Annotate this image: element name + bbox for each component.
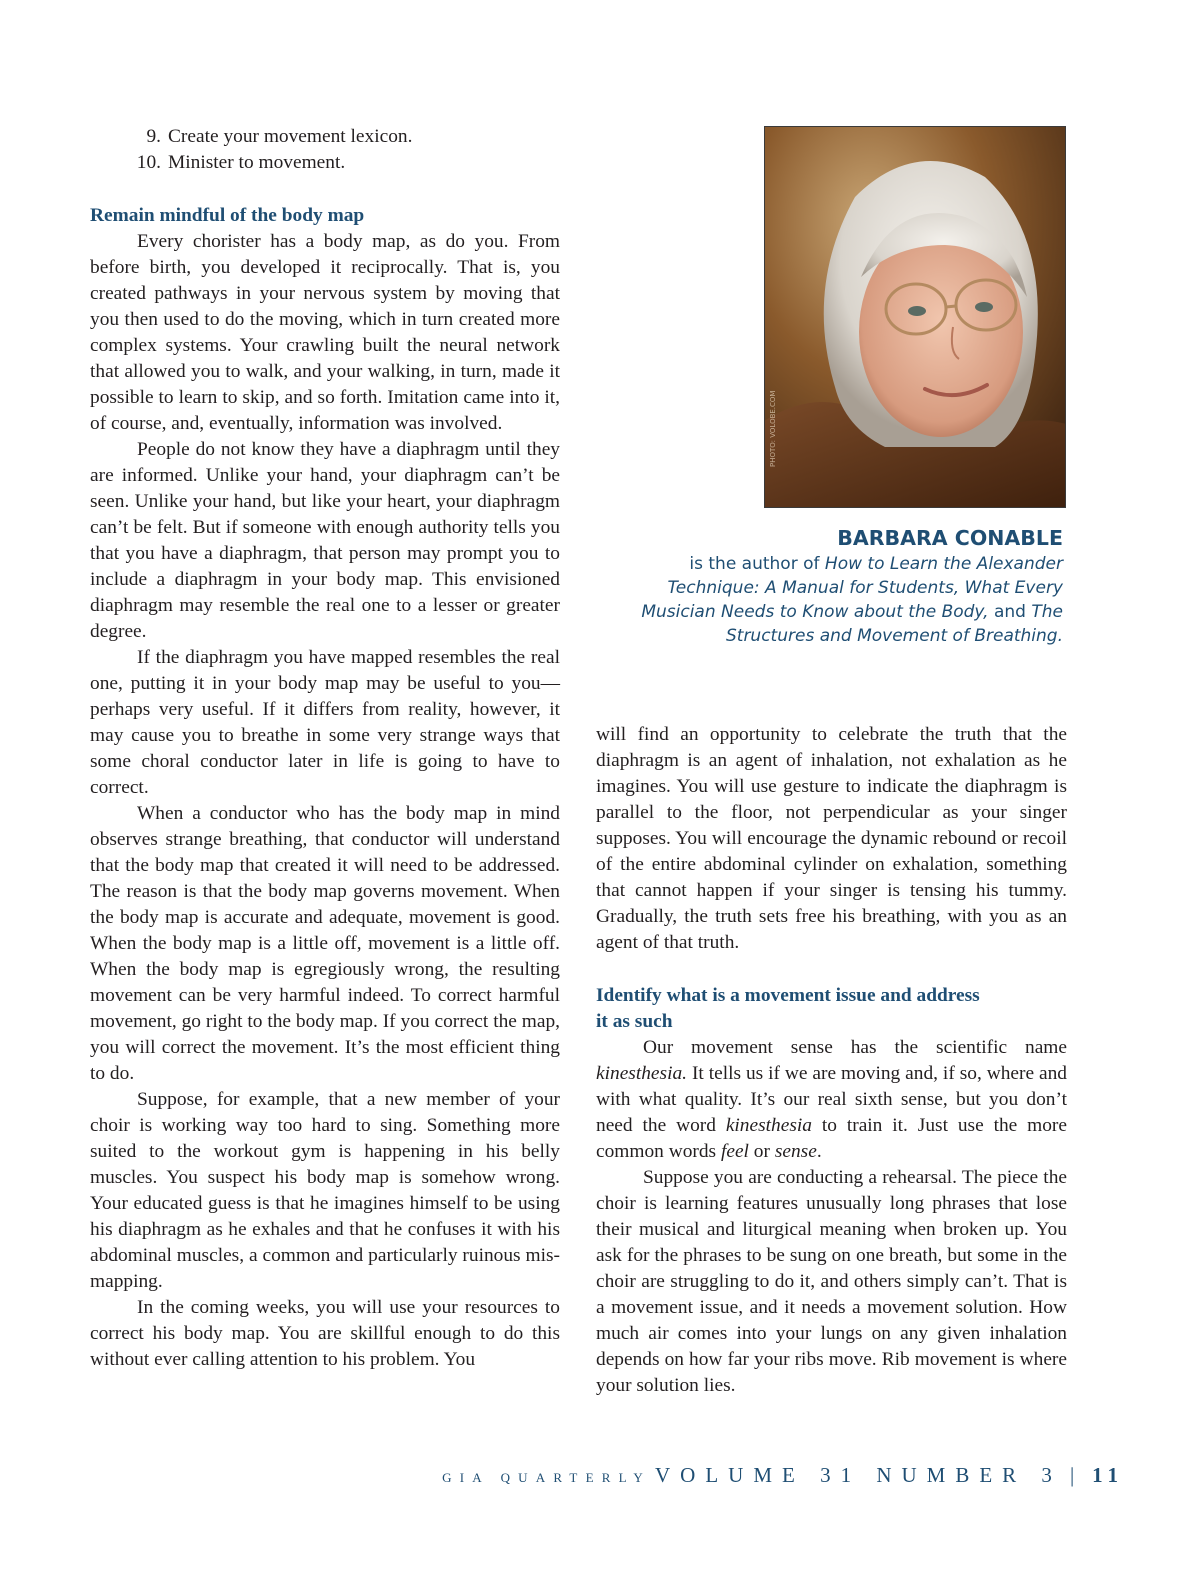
numbered-list: [90, 124, 560, 176]
left-column: [90, 124, 560, 1373]
book-title: How to Learn the Alexander Technique: A Manual for Students, What Every Musician Needs to Know about the Body,: [641, 554, 1063, 622]
page-number: 11: [1092, 1463, 1124, 1487]
paragraph-continuation: will find an opportunity to celebrate the truth that the diaphragm is an agent of inhalation, not exhalation as he imagines. You will use gesture to indicate the diaphragm is parallel to the floor, not perpendicular as your singer supposes. You will encourage the dynamic rebound or recoil of the entire abdominal cylinder on exhalation, something that cannot happen if your singer is tensing his tummy. Gradually, the truth sets free his breathing, with you as an agent of that truth.: [596, 724, 1067, 953]
author-portrait: [764, 126, 1066, 508]
list-item: [90, 150, 560, 176]
list-number: 9.: [146, 126, 161, 147]
photo-credit: PHOTO: VOLOBE.COM: [769, 390, 777, 467]
portrait-image: [765, 127, 1065, 507]
section-heading-body-map: Remain mindful of the body map: [90, 205, 365, 226]
volume-number: VOLUME 31 NUMBER 3: [655, 1463, 1062, 1487]
paragraph: If the diaphragm you have mapped resembles the real one, putting it in your body map may be useful to you—perhaps very useful. If it differs from reality, however, it may cause you to breathe in some very strange ways that some choral conductor later in life is going to have to correct.: [90, 647, 560, 798]
author-name: BARBARA CONABLE: [837, 526, 1063, 550]
list-item: [90, 124, 560, 150]
publication-name: GIA QUARTERLY: [442, 1470, 652, 1485]
paragraph: Suppose you are conducting a rehearsal. The piece the choir is learning features unusually long phrases that lose their musical and liturgical meaning when broken up. You ask for the phrases to be sung on one breath, but some in the choir are struggling to do it, and others simply can’t. That is a movement issue, and it needs a movement solution. How much air comes into your lungs on any given inhalation depends on how far your ribs move. Rib movement is where your solution lies.: [596, 1167, 1067, 1396]
footer-separator: |: [1069, 1463, 1075, 1487]
book-title: The Structures and Movement of Breathing.: [725, 602, 1063, 646]
paragraph: Every chorister has a body map, as do you. From before birth, you developed it reciprocally. That is, you created pathways in your nervous system by moving that you then used to do the moving, which in turn created more complex systems. Your crawling built the neural network that allowed you to walk, and your walking, in turn, made it possible to learn to skip, and so forth. Imitation came into it, of course, and, eventually, information was involved.: [90, 231, 560, 434]
paragraph: People do not know they have a diaphragm until they are informed. Unlike your hand, your diaphragm can’t be seen. Unlike your hand, but like your heart, your diaphragm can’t be felt. But if someone with enough authority tells you that you have a diaphragm, that person may prompt you to include a diaphragm in your body map. This envisioned diaphragm may resemble the real one to a lesser or greater degree.: [90, 439, 560, 642]
right-column: [596, 722, 1067, 1399]
list-number: 10.: [136, 152, 161, 173]
list-text: Minister to movement.: [168, 152, 346, 173]
list-text: Create your movement lexicon.: [168, 126, 413, 147]
paragraph: When a conductor who has the body map in mind observes strange breathing, that conductor will understand that the body map that created it will need to be addressed. The reason is that the body map governs movement. When the body map is accurate and adequate, movement is good. When the body map is a little off, movement is a little off. When the body map is egregiously wrong, the resulting movement can be very harmful indeed. To correct harmful movement, go right to the body map. If you correct the map, you will correct the movement. It’s the most efficient thing to do.: [90, 803, 560, 1084]
paragraph: Suppose, for example, that a new member of your choir is working way too hard to sing. Something more suited to the workout gym is happening in his belly muscles. You suspect his body map is somehow wrong. Your educated guess is that he imagines himself to be using his diaphragm as he exhales and that he confuses it with his abdominal muscles, a common and particularly ruinous mis-mapping.: [90, 1089, 560, 1292]
paragraph: Our movement sense has the scientific name kinesthesia. It tells us if we are moving and, if so, where and with what quality. It’s our real sixth sense, but you don’t need the word kinesthesia to train it. Just use the more common words feel or sense.: [596, 1037, 1067, 1162]
page-footer: [0, 1463, 1200, 1488]
paragraph: In the coming weeks, you will use your resources to correct his body map. You are skillful enough to do this without ever calling attention to his problem. You: [90, 1297, 560, 1370]
author-caption: [600, 524, 1063, 648]
section-heading-movement-issue: Identify what is a movement issue and address it as such: [596, 985, 980, 1032]
author-bio: is the author of How to Learn the Alexander Technique: A Manual for Students, What Every Musician Needs to Know about the Body, and The Structures and Movement of Breathing.: [641, 554, 1063, 646]
